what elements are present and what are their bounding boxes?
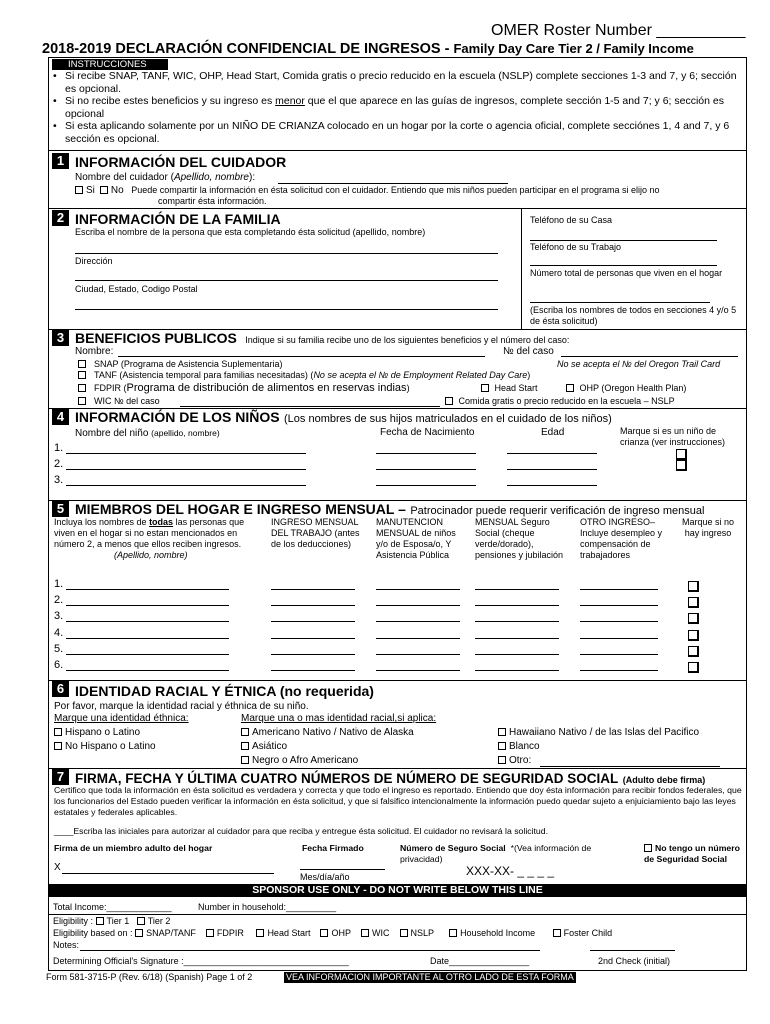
ssn-label: Número de Seguro Social *(Vea información de privacidad) (400, 843, 592, 864)
signature-label: Firma de un miembro adulto del hogar (54, 843, 213, 853)
trail-card-note: No se acepta el № del Oregon Trail Card (557, 359, 721, 369)
respondent-instruction: Escriba el nombre de la persona que esta completando ésta solicitud (apellido, nombre) (75, 227, 426, 237)
section-3-heading (75, 330, 569, 348)
hawaiian-checkbox[interactable] (498, 728, 506, 736)
tanf-checkbox[interactable] (78, 371, 86, 379)
household-row-number: 4. (54, 627, 64, 639)
wic-checkbox[interactable] (78, 397, 86, 405)
household-row-number: 1. (54, 578, 64, 590)
race-option: Blanco (498, 741, 540, 753)
case-number-label: № del caso (503, 346, 554, 357)
elig-snap-checkbox[interactable] (135, 929, 143, 937)
elig-nslp-checkbox[interactable] (400, 929, 408, 937)
roster-number: OMER Roster Number __________ (491, 22, 746, 39)
earnings-field[interactable] (271, 621, 355, 622)
nslp-option: Comida gratis o precio reducido en la escuela – NSLP (445, 396, 675, 407)
race-option: Americano Nativo / Nativo de Alaska (241, 727, 414, 739)
section-1-title: INFORMACIÓN DEL CUIDADOR (75, 154, 287, 170)
other-income-field[interactable] (580, 654, 658, 655)
not-hispanic-checkbox[interactable] (54, 742, 62, 750)
section-4-title: INFORMACIÓN DE LOS NIÑOS (75, 409, 280, 425)
home-phone-field[interactable] (530, 240, 717, 241)
section-4-number: 4 (52, 409, 69, 425)
household-row-number: 2. (54, 594, 64, 606)
black-checkbox[interactable] (241, 756, 249, 764)
asian-checkbox[interactable] (241, 742, 249, 750)
section-7-title: FIRMA, FECHA Y ÚLTIMA CUATRO NÚMEROS DE NÚMERO DE SEGURIDAD SOCIAL (75, 771, 619, 786)
other-race-checkbox[interactable] (498, 756, 506, 764)
instruction-item: • Si esta aplicando solamente por un NIÑO DE CRIANZA colocado en un hogar por la corte o agencia oficial, complete secciónes 1, 4 and 7, y 6 sección es opcional. (49, 120, 743, 145)
section-7-number: 7 (52, 769, 69, 785)
home-phone-label: Teléfono de su Casa (530, 215, 613, 225)
dob-header: Fecha de Nacimiento (380, 427, 475, 438)
household-row-number: 3. (54, 610, 64, 622)
instruction-item: • Si no recibe estes beneficios y su ingreso es menor que el que aparece en las guías de ingresos, complete sección 1-5 and 7; y 6; sección es opcional (49, 95, 743, 120)
head-start-checkbox[interactable] (481, 384, 489, 392)
city-label: Ciudad, Estado, Codigo Postal (75, 284, 198, 294)
foster-checkbox[interactable] (676, 460, 687, 471)
household-member-name-field[interactable] (66, 605, 229, 606)
support-field[interactable] (376, 638, 460, 639)
elig-foster-checkbox[interactable] (553, 929, 561, 937)
white-checkbox[interactable] (498, 742, 506, 750)
ssn-field[interactable]: XXX-XX- _ _ _ _ (466, 864, 555, 878)
wic-option: WIC № del caso (78, 396, 160, 407)
signature-field[interactable] (62, 873, 274, 874)
form-title-main: 2018-2019 DECLARACIÓN CONFIDENCIAL DE INGRESOS - (42, 41, 454, 57)
case-number-field[interactable] (561, 356, 738, 357)
earnings-header: INGRESO MENSUAL DEL TRABAJO (antes de los deducciones) (271, 517, 360, 549)
section-5-title: MIEMBROS DEL HOGAR E INGRESO MENSUAL – (75, 501, 406, 517)
child-name-field[interactable] (66, 469, 306, 470)
no-income-checkbox[interactable] (688, 581, 699, 592)
elig-income-checkbox[interactable] (449, 929, 457, 937)
signature-x: X (54, 862, 61, 873)
elig-head-start-checkbox[interactable] (256, 929, 264, 937)
notes-field-2[interactable] (590, 950, 675, 951)
section-5-subtitle: Patrocinador puede requerir verificación de ingreso mensual (410, 505, 705, 517)
household-row-number: 6. (54, 659, 64, 671)
race-option: Negro o Afro Americano (241, 755, 358, 767)
date-signed-field[interactable] (300, 869, 385, 870)
ethnicity-label: Marque una identidad éthnica: (54, 713, 189, 724)
no-income-checkbox[interactable] (688, 662, 699, 673)
child-dob-field[interactable] (376, 469, 476, 470)
hispanic-checkbox[interactable] (54, 728, 62, 736)
no-income-header: Marque si no hay ingreso (681, 517, 735, 538)
section-6-title: IDENTIDAD RACIAL Y ÉTNICA (no requerida) (75, 683, 374, 699)
support-field[interactable] (376, 589, 460, 590)
section-1-number: 1 (52, 153, 69, 169)
no-income-checkbox[interactable] (688, 630, 699, 641)
social-security-field[interactable] (475, 605, 559, 606)
race-option: Asiático (241, 741, 287, 753)
social-security-field[interactable] (475, 621, 559, 622)
form-title-program: Family Day Care Tier 2 / Family Income (453, 41, 694, 56)
address-label: Dirección (75, 256, 113, 266)
child-dob-field[interactable] (376, 453, 476, 454)
section-3-subtitle: Indique si su familia recibe uno de los siguientes beneficios y el número del caso: (245, 335, 570, 345)
ohp-option: OHP (Oregon Health Plan) (566, 383, 686, 394)
total-people-field[interactable] (530, 302, 710, 303)
social-security-field[interactable] (475, 638, 559, 639)
section-7-subtitle: (Adulto debe firma) (622, 775, 706, 785)
ethnicity-option: Hispano o Latino (54, 727, 140, 739)
social-security-field[interactable] (475, 670, 559, 671)
official-date: Date________________ (430, 956, 530, 966)
no-ssn-checkbox[interactable] (644, 844, 652, 852)
support-field[interactable] (376, 621, 460, 622)
share-consent: Si No Puede compartir la información en ésta solicitud con el cuidador. Entiendo que mis niños pueden participar en el programa si elijo no (75, 185, 745, 196)
section-5-number: 5 (52, 501, 69, 517)
initials-text: ____Escriba las iniciales para autorizar al cuidador para que reciba y entregue ésta solicitud. El cuidador no revisará la solicitud. (54, 826, 549, 836)
household-number: Number in household:__________ (198, 902, 337, 912)
sponsor-banner: SPONSOR USE ONLY - DO NOT WRITE BELOW THIS LINE (48, 884, 747, 897)
household-member-name-field[interactable] (66, 638, 229, 639)
instructions-label: INSTRUCCIONES (52, 59, 168, 70)
fdpir-option: FDPIR (Programa de distribución de alimentos en reservas indias) (78, 383, 410, 394)
ohp-checkbox[interactable] (566, 384, 574, 392)
snap-checkbox[interactable] (78, 360, 86, 368)
other-income-field[interactable] (580, 621, 658, 622)
earnings-field[interactable] (271, 605, 355, 606)
no-checkbox[interactable] (100, 186, 108, 194)
elig-wic-checkbox[interactable] (361, 929, 369, 937)
elig-ohp-checkbox[interactable] (320, 929, 328, 937)
foster-checkbox[interactable] (676, 449, 687, 460)
support-field[interactable] (376, 670, 460, 671)
american-native-checkbox[interactable] (241, 728, 249, 736)
section-4-heading (75, 409, 612, 427)
section-2-title: INFORMACIÓN DE LA FAMILIA (75, 211, 281, 227)
city-field[interactable] (75, 309, 498, 310)
respondent-name-field[interactable] (75, 253, 498, 254)
section-3-number: 3 (52, 330, 69, 346)
caregiver-name-label: Nombre del cuidador (Apellido, nombre): (75, 172, 256, 183)
household-member-name-field[interactable] (66, 589, 229, 590)
race-label: Marque una o mas identidad racial,si aplica: (241, 713, 437, 724)
child-name-header: Nombre del niño (apellido, nombre) (75, 428, 220, 439)
no-income-checkbox[interactable] (688, 646, 699, 657)
social-security-header: MENSUAL Seguro Social (cheque verde/dorado), pensiones y jubilación (475, 517, 564, 560)
share-consent-cont: compartir ésta información. (158, 196, 267, 206)
benefit-name-label: Nombre: (75, 346, 114, 357)
child-name-field[interactable] (66, 453, 306, 454)
race-option: Otro: (498, 755, 531, 767)
head-start-option: Head Start (481, 383, 538, 394)
tier2-checkbox[interactable] (137, 917, 145, 925)
age-header: Edad (541, 427, 565, 438)
date-format: Mes/día/año (300, 872, 350, 882)
section-4-subtitle: (Los nombres de sus hijos matriculados en el cuidado de los niños) (284, 413, 612, 425)
other-income-header: OTRO INGRESO– Incluye desempleo y compensación de trabajadores (580, 517, 663, 560)
fdpir-checkbox[interactable] (78, 384, 86, 392)
other-income-field[interactable] (580, 589, 658, 590)
earnings-field[interactable] (271, 654, 355, 655)
support-header: MANUTENCION MENSUAL de niños y/o de Esposa/o, Y Asistencia Pública (376, 517, 456, 560)
no-ssn-option: No tengo un número de Seguridad Social (644, 843, 740, 864)
earnings-field[interactable] (271, 670, 355, 671)
ethnicity-option: No Hispano o Latino (54, 741, 156, 753)
certification-text: Certifico que toda la información en ésta solicitud es verdadera y correcta y que todo el ingreso es reportado. Entiendo que doy ésta información para recibir fondos federales, que los funcionarios del Estado pueden verificar la información en ésta solicitud, y que si falsifico intencionalmente la información puedo quedar sujeto a enjuiciamiento bajo las leyes estatales y federales aplicables. (54, 785, 742, 817)
child-dob-field[interactable] (376, 485, 476, 486)
total-people-note: (Escriba los nombres de todos en secciones 4 y/o 5 de ésta solicitud) (530, 305, 737, 326)
earnings-field[interactable] (271, 638, 355, 639)
foster-header: Marque si es un niño de crianza (ver instrucciones) (620, 426, 726, 447)
official-signature: Determining Official's Signature :_________________________________ (53, 956, 349, 966)
support-field[interactable] (376, 654, 460, 655)
caregiver-name-field[interactable] (278, 183, 508, 184)
other-income-field[interactable] (580, 670, 658, 671)
race-intro: Por favor, marque la identidad racial y éthnica de su niño. (54, 701, 309, 712)
form-title (42, 40, 694, 58)
child-row-number: 2. (54, 458, 64, 470)
no-income-checkbox[interactable] (688, 597, 699, 608)
household-row-number: 5. (54, 643, 64, 655)
total-income: Total Income:_____________ (53, 902, 172, 912)
other-race-field[interactable] (540, 766, 720, 767)
household-member-name-field[interactable] (66, 621, 229, 622)
instructions-list (49, 70, 743, 145)
second-check: 2nd Check (initial) (598, 956, 671, 966)
total-people-label: Número total de personas que viven en el hogar (530, 268, 723, 278)
household-member-name-field[interactable] (66, 670, 229, 671)
household-member-name-field[interactable] (66, 654, 229, 655)
household-members-header: Incluya los nombres de todas las personas que viven en el hogar si no estan mencionados en número 2, a menos que ellos reciben ingresos. (Apellido, nombre) (54, 517, 245, 560)
other-income-field[interactable] (580, 638, 658, 639)
other-income-field[interactable] (580, 605, 658, 606)
child-age-field[interactable] (507, 469, 597, 470)
elig-fdpir-checkbox[interactable] (206, 929, 214, 937)
race-option: Hawaiiano Nativo / de las Islas del Pacifico (498, 727, 699, 739)
footer-banner: VEA INFORMACION IMPORTANTE AL OTRO LADO DE ESTA FORMA (286, 972, 574, 982)
address-field[interactable] (75, 280, 498, 281)
instruction-item: • Si recibe SNAP, TANF, WIC, OHP, Head Start, Comida gratis o precio reducido en la escuela (NSLP) complete secciones 1-3 and 7, y 6; sección es opcional. (49, 70, 743, 95)
eligibility-basis: Eligibility based on : SNAP/TANF FDPIR Head Start OHP WIC NSLP Household Income Foster Child (53, 928, 613, 938)
snap-option: SNAP (Programa de Asistencia Suplementaria) (78, 359, 282, 370)
work-phone-label: Teléfono de su Trabajo (530, 242, 622, 252)
work-phone-field[interactable] (530, 265, 717, 266)
social-security-field[interactable] (475, 589, 559, 590)
notes-label: Notes: (53, 940, 80, 950)
tanf-option: TANF (Asistencia temporal para familias necesitadas) (No se acepta el № de Employment Related Day Care) (78, 370, 530, 381)
support-field[interactable] (376, 605, 460, 606)
benefit-name-field[interactable] (118, 356, 485, 357)
form-number: Form 581-3715-P (Rev. 6/18) (Spanish) Page 1 of 2 (46, 972, 253, 982)
si-checkbox[interactable] (75, 186, 83, 194)
child-age-field[interactable] (507, 453, 597, 454)
child-age-field[interactable] (507, 485, 597, 486)
child-name-field[interactable] (66, 485, 306, 486)
tier1-checkbox[interactable] (96, 917, 104, 925)
eligibility-tier: Eligibility : Tier 1 Tier 2 (53, 916, 171, 926)
nslp-checkbox[interactable] (445, 397, 453, 405)
notes-field[interactable] (80, 950, 540, 951)
social-security-field[interactable] (475, 654, 559, 655)
no-income-checkbox[interactable] (688, 613, 699, 624)
child-row-number: 3. (54, 474, 64, 486)
wic-case-field[interactable] (180, 406, 440, 407)
date-signed-label: Fecha Firmado (302, 843, 364, 853)
section-6-number: 6 (52, 681, 69, 697)
earnings-field[interactable] (271, 589, 355, 590)
child-row-number: 1. (54, 442, 64, 454)
section-2-number: 2 (52, 210, 69, 226)
section-3-title: BENEFICIOS PUBLICOS (75, 330, 237, 346)
